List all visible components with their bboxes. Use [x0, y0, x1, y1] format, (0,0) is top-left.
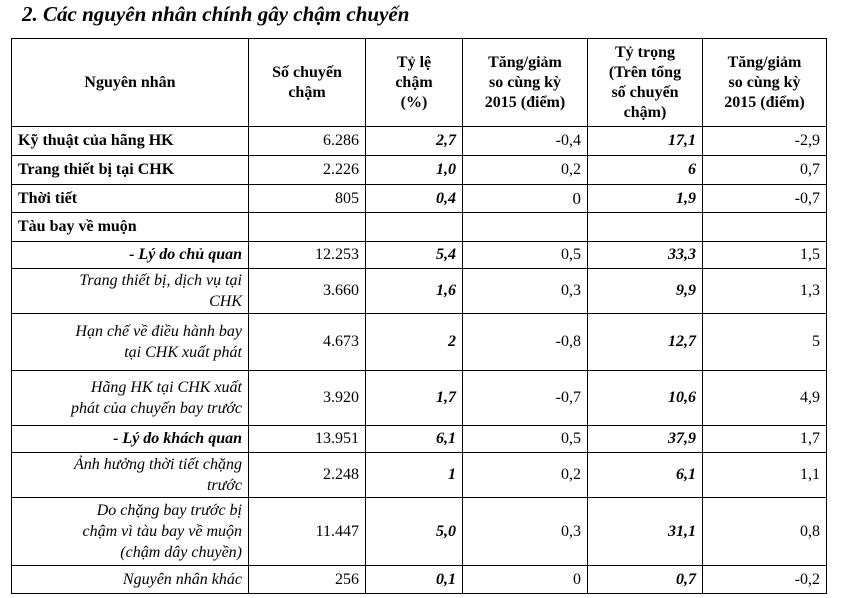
cell-share-change: 5	[703, 314, 827, 371]
cell-rate-change: 0	[463, 185, 588, 213]
col-header-rate: Tỷ lệ chậm (%)	[366, 39, 463, 127]
cell-count: 13.951	[249, 426, 366, 453]
cell-share-change	[703, 213, 827, 242]
cell-share-change: 1,3	[703, 269, 827, 314]
cell-share-change: -2,9	[703, 127, 827, 156]
table-row	[12, 185, 827, 213]
cell-rate-change: -0,8	[463, 314, 588, 371]
section-heading: 2. Các nguyên nhân chính gây chậm chuyến	[22, 2, 410, 26]
col-header-share: Tỷ trọng (Trên tổng số chuyến chậm)	[588, 39, 703, 127]
cell-rate	[366, 213, 463, 242]
cell-cause: Hãng HK tại CHK xuất phát của chuyến bay trước	[12, 371, 249, 426]
cell-count: 12.253	[249, 242, 366, 269]
col-header-rate-change: Tăng/giảm so cùng kỳ 2015 (điểm)	[463, 39, 588, 127]
cell-count	[249, 213, 366, 242]
cell-rate-change: 0,3	[463, 269, 588, 314]
cell-share: 6	[588, 156, 703, 185]
cell-cause: Trang thiết bị tại CHK	[12, 156, 249, 185]
col-header-cause: Nguyên nhân	[12, 39, 249, 127]
table-row	[12, 566, 827, 594]
cell-rate: 1,7	[366, 371, 463, 426]
cell-cause: Kỹ thuật của hãng HK	[12, 127, 249, 156]
cell-rate-change: -0,7	[463, 371, 588, 426]
table-row	[12, 269, 827, 314]
delay-causes-table	[11, 38, 827, 594]
cell-share: 9,9	[588, 269, 703, 314]
cell-rate: 0,4	[366, 185, 463, 213]
cell-rate-change: 0	[463, 566, 588, 594]
cell-count: 4.673	[249, 314, 366, 371]
cell-count: 6.286	[249, 127, 366, 156]
col-header-share-change: Tăng/giảm so cùng kỳ 2015 (điểm)	[703, 39, 827, 127]
cell-cause: - Lý do chủ quan	[12, 242, 249, 269]
cell-share: 10,6	[588, 371, 703, 426]
cell-rate: 1,6	[366, 269, 463, 314]
table-row	[12, 213, 827, 242]
cell-share-change: 1,7	[703, 426, 827, 453]
cell-cause: Do chặng bay trước bị chậm vì tàu bay về muộn (chậm dây chuyền)	[12, 498, 249, 566]
cell-cause: Tàu bay về muộn	[12, 213, 249, 242]
cell-share	[588, 213, 703, 242]
cell-rate: 2,7	[366, 127, 463, 156]
table-row	[12, 453, 827, 498]
table-row	[12, 242, 827, 269]
cell-rate: 6,1	[366, 426, 463, 453]
cell-share-change: 4,9	[703, 371, 827, 426]
cell-rate-change: 0,2	[463, 156, 588, 185]
cell-rate: 5,4	[366, 242, 463, 269]
cell-count: 2.248	[249, 453, 366, 498]
table-row	[12, 371, 827, 426]
cell-count: 2.226	[249, 156, 366, 185]
col-header-count: Số chuyến chậm	[249, 39, 366, 127]
cell-cause: Nguyên nhân khác	[12, 566, 249, 594]
cell-share-change: -0,7	[703, 185, 827, 213]
cell-cause: Hạn chế về điều hành bay tại CHK xuất phát	[12, 314, 249, 371]
cell-share: 6,1	[588, 453, 703, 498]
cell-rate: 1,0	[366, 156, 463, 185]
cell-cause: Trang thiết bị, dịch vụ tại CHK	[12, 269, 249, 314]
cell-share: 33,3	[588, 242, 703, 269]
table-row	[12, 314, 827, 371]
cell-share-change: 1,1	[703, 453, 827, 498]
cell-share-change: 0,8	[703, 498, 827, 566]
cell-cause: Thời tiết	[12, 185, 249, 213]
cell-rate-change: 0,5	[463, 242, 588, 269]
header-row	[12, 39, 827, 127]
cell-cause: - Lý do khách quan	[12, 426, 249, 453]
cell-share-change: 1,5	[703, 242, 827, 269]
cell-rate-change: 0,3	[463, 498, 588, 566]
cell-rate: 5,0	[366, 498, 463, 566]
cell-share: 17,1	[588, 127, 703, 156]
cell-share-change: 0,7	[703, 156, 827, 185]
cell-rate: 1	[366, 453, 463, 498]
cell-count: 805	[249, 185, 366, 213]
cell-rate-change: 0,2	[463, 453, 588, 498]
cell-rate: 0,1	[366, 566, 463, 594]
cell-share: 1,9	[588, 185, 703, 213]
cell-share: 0,7	[588, 566, 703, 594]
cell-rate: 2	[366, 314, 463, 371]
table-row	[12, 498, 827, 566]
table-row	[12, 156, 827, 185]
cell-count: 256	[249, 566, 366, 594]
cell-count: 3.920	[249, 371, 366, 426]
table-row	[12, 426, 827, 453]
cell-count: 11.447	[249, 498, 366, 566]
cell-rate-change: 0,5	[463, 426, 588, 453]
cell-share: 12,7	[588, 314, 703, 371]
cell-share: 31,1	[588, 498, 703, 566]
cell-share: 37,9	[588, 426, 703, 453]
cell-share-change: -0,2	[703, 566, 827, 594]
cell-rate-change: -0,4	[463, 127, 588, 156]
cell-rate-change	[463, 213, 588, 242]
table-row	[12, 127, 827, 156]
cell-count: 3.660	[249, 269, 366, 314]
cell-cause: Ảnh hưởng thời tiết chặng trước	[12, 453, 249, 498]
